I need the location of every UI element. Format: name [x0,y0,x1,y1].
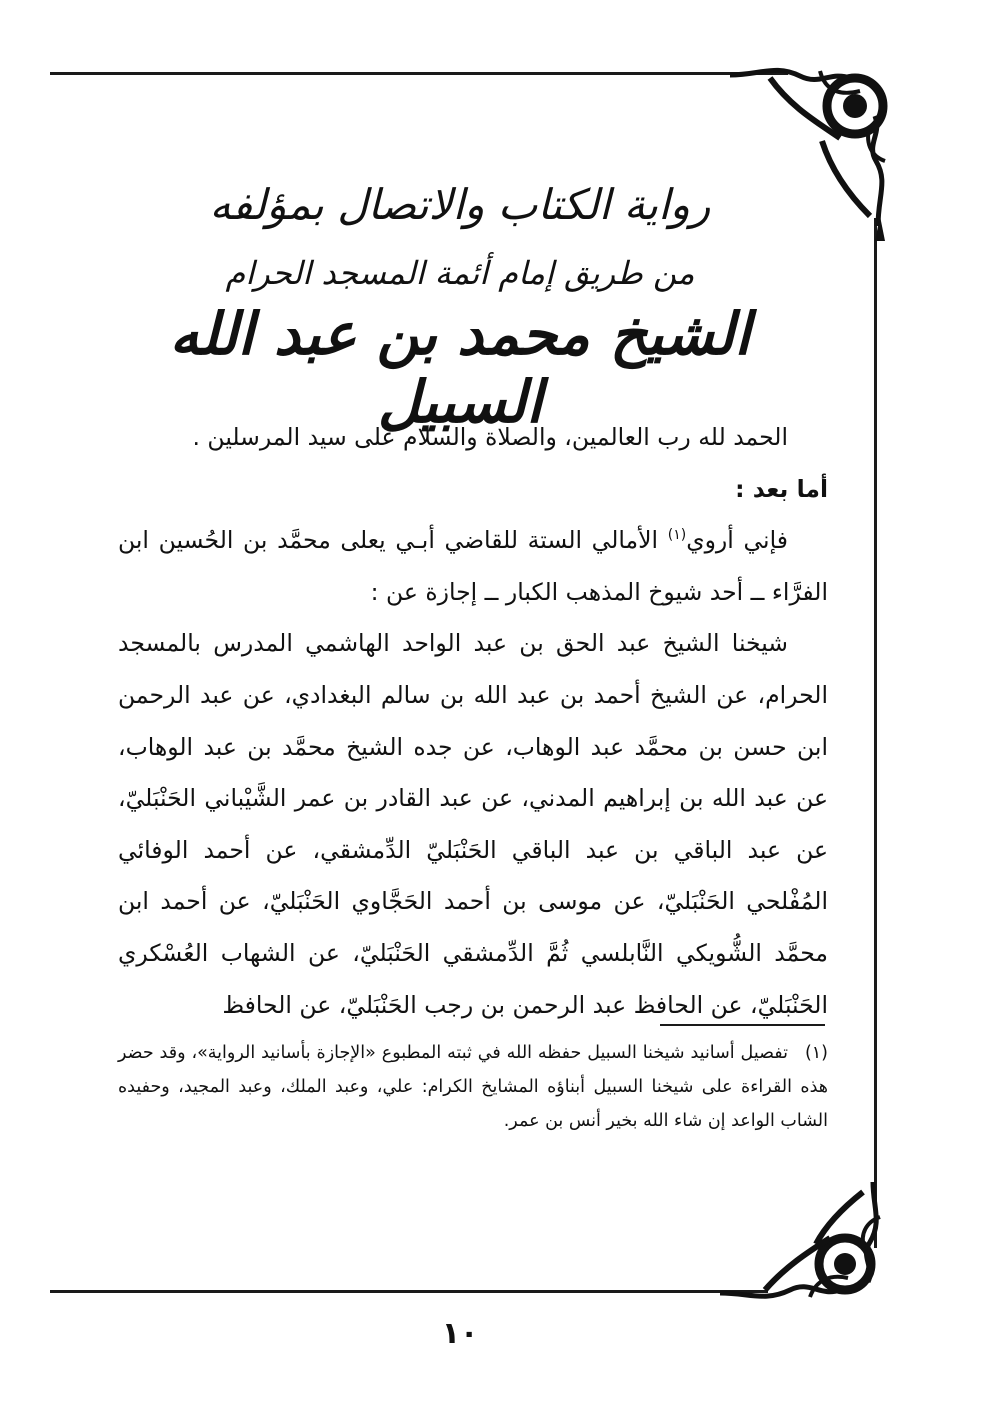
footnote-number: (١) [804,1043,828,1063]
footnote-reference: (١) [667,527,687,544]
footnote [118,1036,828,1138]
footnote-separator [660,1024,825,1026]
paragraph-1-rest: الأمالي الستة للقاضي أبـي يعلى محمَّد بن الحُسين ابن الفرَّاء ــ أحد شيوخ المذهب الكبار ــ إجازة عن : [118,526,828,606]
footnote-text: تفصيل أسانيد شيخنا السبيل حفظه الله في ثبته المطبوع «الإجازة بأسانيد الرواية»، وقد حضر هذه القراءة على شيخنا السبيل أبناؤه المشايخ الكرام: علي، وعبد الملك، وعبد المجيد، وحفيده الشاب الواعد إن شاء الله بخير أنس بن عمر. [118,1043,828,1131]
ama-bad-heading: أما بعد : [735,474,828,503]
sheikh-name-heading: الشيخ محمد بن عبد الله السبيل [169,300,751,436]
opening-line: الحمد لله رب العالمين، والصلاة والسلام على سيد المرسلين . [192,423,788,451]
page-subtitle: من طريق إمام أئمة المسجد الحرام [225,254,695,292]
frame-bottom-line [50,1290,768,1293]
frame-right-line [874,218,877,1248]
paragraph-1-start: فإني أروي [686,526,788,555]
page-number: ١٠ [441,1316,479,1351]
body-text [118,412,828,1031]
frame-top-line [50,72,788,75]
page-title: رواية الكتاب والاتصال بمؤلفه [209,180,711,229]
paragraph-1 [118,515,828,618]
corner-ornament-bottom-icon [720,1172,885,1302]
paragraph-2: شيخنا الشيخ عبد الحق بن عبد الواحد الهاشمي المدرس بالمسجد الحرام، عن الشيخ أحمد بن عبد الله بن سالم البغدادي، عن عبد الرحمن ابن حسن بن محمَّد عبد الوهاب، عن جده الشيخ محمَّد بن عبد الوهاب، عن عبد الله بن إبراهيم المدني، عن عبد القادر بن عمر الشَّيْباني الحَنْبَليّ، عن عبد الباقي بن عبد الباقي الحَنْبَليّ الدِّمشقي، عن أحمد الوفائي المُفْلحي الحَنْبَليّ، عن موسى بن أحمد الحَجَّاوي الحَنْبَليّ، عن أحمد ابن محمَّد الشُّويكي النَّابلسي ثُمَّ الدِّمشقي الحَنْبَليّ، عن الشهاب العُسْكري الحَنْبَليّ، عن الحافظ عبد الرحمن بن رجب الحَنْبَليّ، عن الحافظ [118,629,828,1019]
